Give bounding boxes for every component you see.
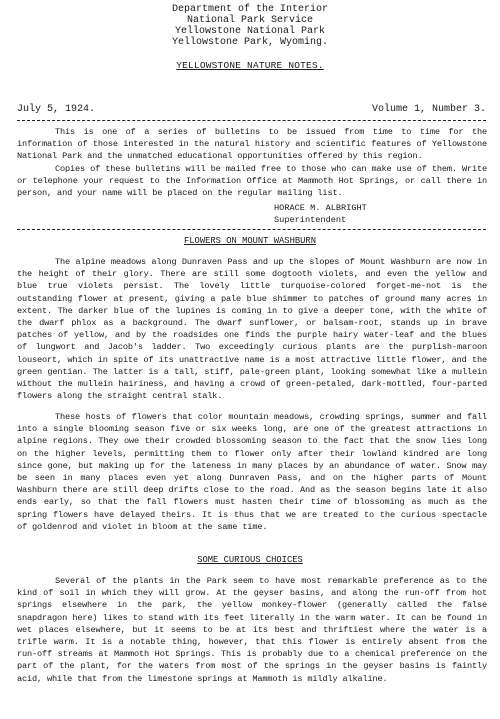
bulletin-title-text: YELLOWSTONE NATURE NOTES. <box>176 60 324 71</box>
section-heading-choices-text: SOME CURIOUS CHOICES <box>197 555 303 565</box>
intro-paragraph-2: Copies of these bulletins will be mailed free to those who can make use of them. Write or telephone your request to the Information Office at Mammoth Hot Springs, or call there in person, and your name will be placed on the regular mailing list. <box>17 164 487 199</box>
choices-paragraph-1: Several of the plants in the Park seem to have most remarkable preference as to the kind of soil in which they will grow. At the geyser basins, and along the run-off from hot springs elsewhere in the park, the yellow monkey-flower (generally called the false snapdragon here) likes to stand with its feet literally in the warm water. It can be found in wet places elsewhere, but it seems to be at its best and thriftiest where the water is a trifle warm. It is a notable thing, however, that this flower is entirely absent from the run-off streams at Mammoth Hot Springs. This is probably due to a chemical preference on the part of the plant, for the waters from most of the springs in the geyser basins is faintly acid, while that from the limestone springs at Mammoth is mildly alkaline. <box>17 576 487 684</box>
letterhead <box>0 0 500 48</box>
signature-name: HORACE M. ALBRIGHT <box>274 203 367 213</box>
letterhead-line-3: Yellowstone National Park <box>174 26 326 37</box>
issue-date: July 5, 1924. <box>17 104 96 115</box>
section-heading-flowers <box>0 236 500 246</box>
letterhead-line-2: National Park Service <box>186 15 314 26</box>
signature-block <box>274 202 367 226</box>
flowers-paragraph-2: These hosts of flowers that color mountain meadows, crowding springs, summer and fall into a single blooming season five or six weeks long, are one of the greatest attractions in alpine regions. They owe their crowded blossoming season to the fact that the snow lies long on the higher levels, permitting them to flower only after their lowland kindred are long since gone, but making up for the lateness in many places by an abundance of water. Snow may be seen in many places even yet along Dunraven Pass, and on the higher parts of Mount Washburn there are still deep drifts close to the road. And as the season begins late it also ends early, so that the fall flowers must hasten their time of blossoming as much as the spring flowers have delayed theirs. It is thus that we are treated to the curious spectacle of goldenrod and violet in bloom at the same time. <box>17 412 487 532</box>
section-heading-choices <box>0 555 500 565</box>
volume-number: Volume 1, Number 3. <box>371 104 486 115</box>
letterhead-line-4: Yellowstone Park, Wyoming. <box>171 37 329 48</box>
letterhead-line-1: Department of the Interior <box>171 4 329 15</box>
divider-bottom <box>17 229 486 230</box>
intro-paragraph-1: This is one of a series of bulletins to be issued from time to time for the information of those interested in the natural history and scientific features of Yellowstone National Park and the unmatched educational opportunities offered by this region. <box>17 127 487 162</box>
flowers-paragraph-1: The alpine meadows along Dunraven Pass and up the slopes of Mount Washburn are now in the height of their glory. There are still some dogtooth violets, and even the yellow and blue true violets persist. The lovely little turquoise-colored forget-me-not is the outstanding flower at present, giving a pale blue shimmer to patches of ground many acres in extent. The darker blue of the lupines is coming in to give a deeper tone, with the white of the dwarf phlox as a background. The dwarf sunflower, or balsam-root, stands up in brave patches of yellow, and by the roadsides one finds the purple hairy water-leaf and the blues of lungwort and Jacob's ladder. Two exceedingly curious plants are the purplish-maroon louseort, which in spite of its unattractive name is a most attractive little flower, and the green gentian. The latter is a tall, stiff, pale-green plant, looking somewhat like a mullein without the mullein hairiness, and having a crowd of green-petaled, dark-mottled, four-parted flowers along the straight central stalk. <box>17 257 487 402</box>
bulletin-title <box>0 60 500 71</box>
signature-title: Superintendent <box>274 215 347 225</box>
dateline <box>17 104 486 116</box>
section-heading-flowers-text: FLOWERS ON MOUNT WASHBURN <box>184 236 316 246</box>
divider-top <box>17 120 486 121</box>
